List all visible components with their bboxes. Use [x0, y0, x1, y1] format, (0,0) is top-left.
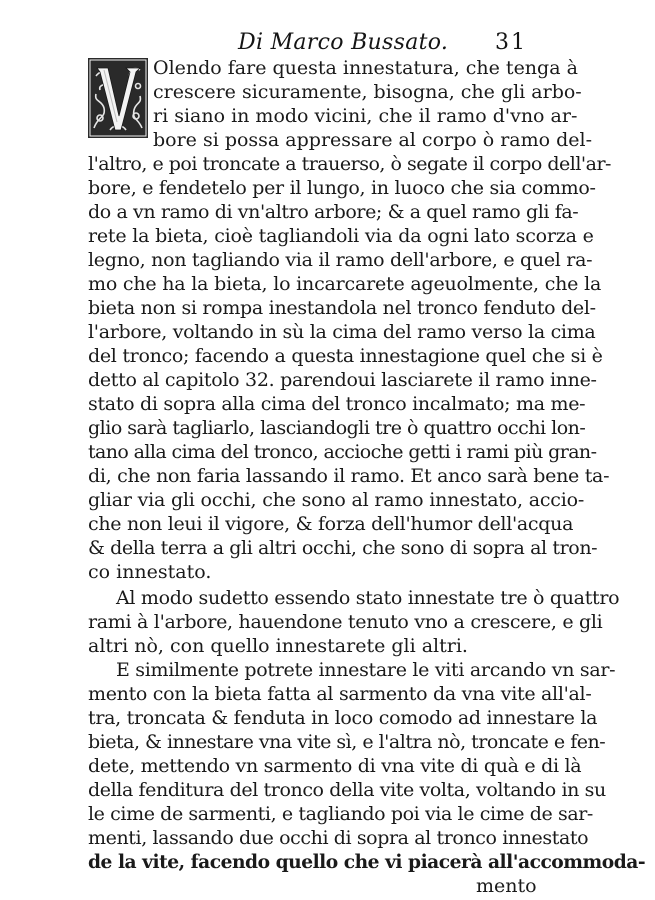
text-line: menti, lassando due occhi di sopra al tronco innestato	[88, 827, 589, 849]
text-line: crescere sicuramente, bisogna, che gli arbo-	[153, 81, 582, 103]
text-line: stato di sopra alla cima del tronco incalmato; ma me-	[88, 393, 586, 415]
text-line: che non leui il vigore, & forza dell'humor dell'acqua	[88, 513, 574, 535]
text-line: & della terra a gli altri occhi, che sono di sopra al tron-	[88, 537, 598, 559]
text-line: della fenditura del tronco della vite volta, voltando in su	[88, 779, 606, 801]
text-line: de la vite, facendo quello che vi piacerà all'accommoda-	[88, 851, 646, 873]
text-line: detto al capitolo 32. parendoui lasciarete il ramo inne-	[88, 369, 597, 391]
paragraph-start-line: E similmente potrete innestare le viti arcando vn sar-	[116, 659, 616, 681]
running-head: Di Marco Bussato.	[238, 30, 449, 55]
text-line: bieta, & innestare vna vite sì, e l'altra nò, troncate e fen-	[88, 731, 606, 753]
text-line: ri siano in modo vicini, che il ramo d'vno ar-	[153, 105, 578, 127]
text-line: legno, non tagliando via il ramo dell'arbore, e quel ra-	[88, 249, 593, 271]
text-line: l'altro, e poi troncate a trauerso, ò segate il corpo dell'ar-	[88, 153, 611, 175]
text-line: tra, troncata & fenduta in loco comodo ad innestare la	[88, 707, 598, 729]
text-line: glio sarà tagliarlo, lasciandogli tre ò quattro occhi lon-	[88, 417, 586, 439]
text-line: altri nò, con quello innestarete gli altri.	[88, 635, 468, 657]
text-line: del tronco; facendo a questa innestagione quel che si è	[88, 345, 603, 367]
text-line: gliar via gli occhi, che sono al ramo innestato, accio-	[88, 489, 585, 511]
text-line: co innestato.	[88, 561, 212, 583]
text-line: Olendo fare questa innestatura, che tenga à	[153, 57, 578, 79]
text-line: bore si possa appressare al corpo ò ramo del-	[153, 129, 593, 151]
text-line: le cime de sarmenti, e tagliando poi via le cime de sar-	[88, 803, 593, 825]
decorated-initial	[88, 58, 148, 138]
text-line: dete, mettendo vn sarmento di vna vite di quà e di là	[88, 755, 582, 777]
text-line: tano alla cima del tronco, accioche getti i rami più gran-	[88, 441, 597, 463]
text-line: bieta non si rompa inestandola nel tronco fenduto del-	[88, 297, 596, 319]
catchword: mento	[476, 875, 537, 897]
text-line: rami à l'arbore, hauendone tenuto vno a crescere, e gli	[88, 611, 603, 633]
page-number: 31	[495, 30, 527, 55]
text-line: mento con la bieta fatta al sarmento da vna vite all'al-	[88, 683, 592, 705]
text-line: di, che non faria lassando il ramo. Et anco sarà bene ta-	[88, 465, 610, 487]
text-line: mo che ha la bieta, lo incarcarete ageuolmente, che la	[88, 273, 602, 295]
text-line: do a vn ramo di vn'altro arbore; & a quel ramo gli fa-	[88, 201, 579, 223]
text-line: bore, e fendetelo per il lungo, in luoco che sia commo-	[88, 177, 596, 199]
paragraph-start-line: Al modo sudetto essendo stato innestate tre ò quattro	[116, 587, 620, 609]
text-line: rete la bieta, cioè tagliandoli via da ogni lato scorza e	[88, 225, 594, 247]
text-line: l'arbore, voltando in sù la cima del ramo verso la cima	[88, 321, 596, 343]
